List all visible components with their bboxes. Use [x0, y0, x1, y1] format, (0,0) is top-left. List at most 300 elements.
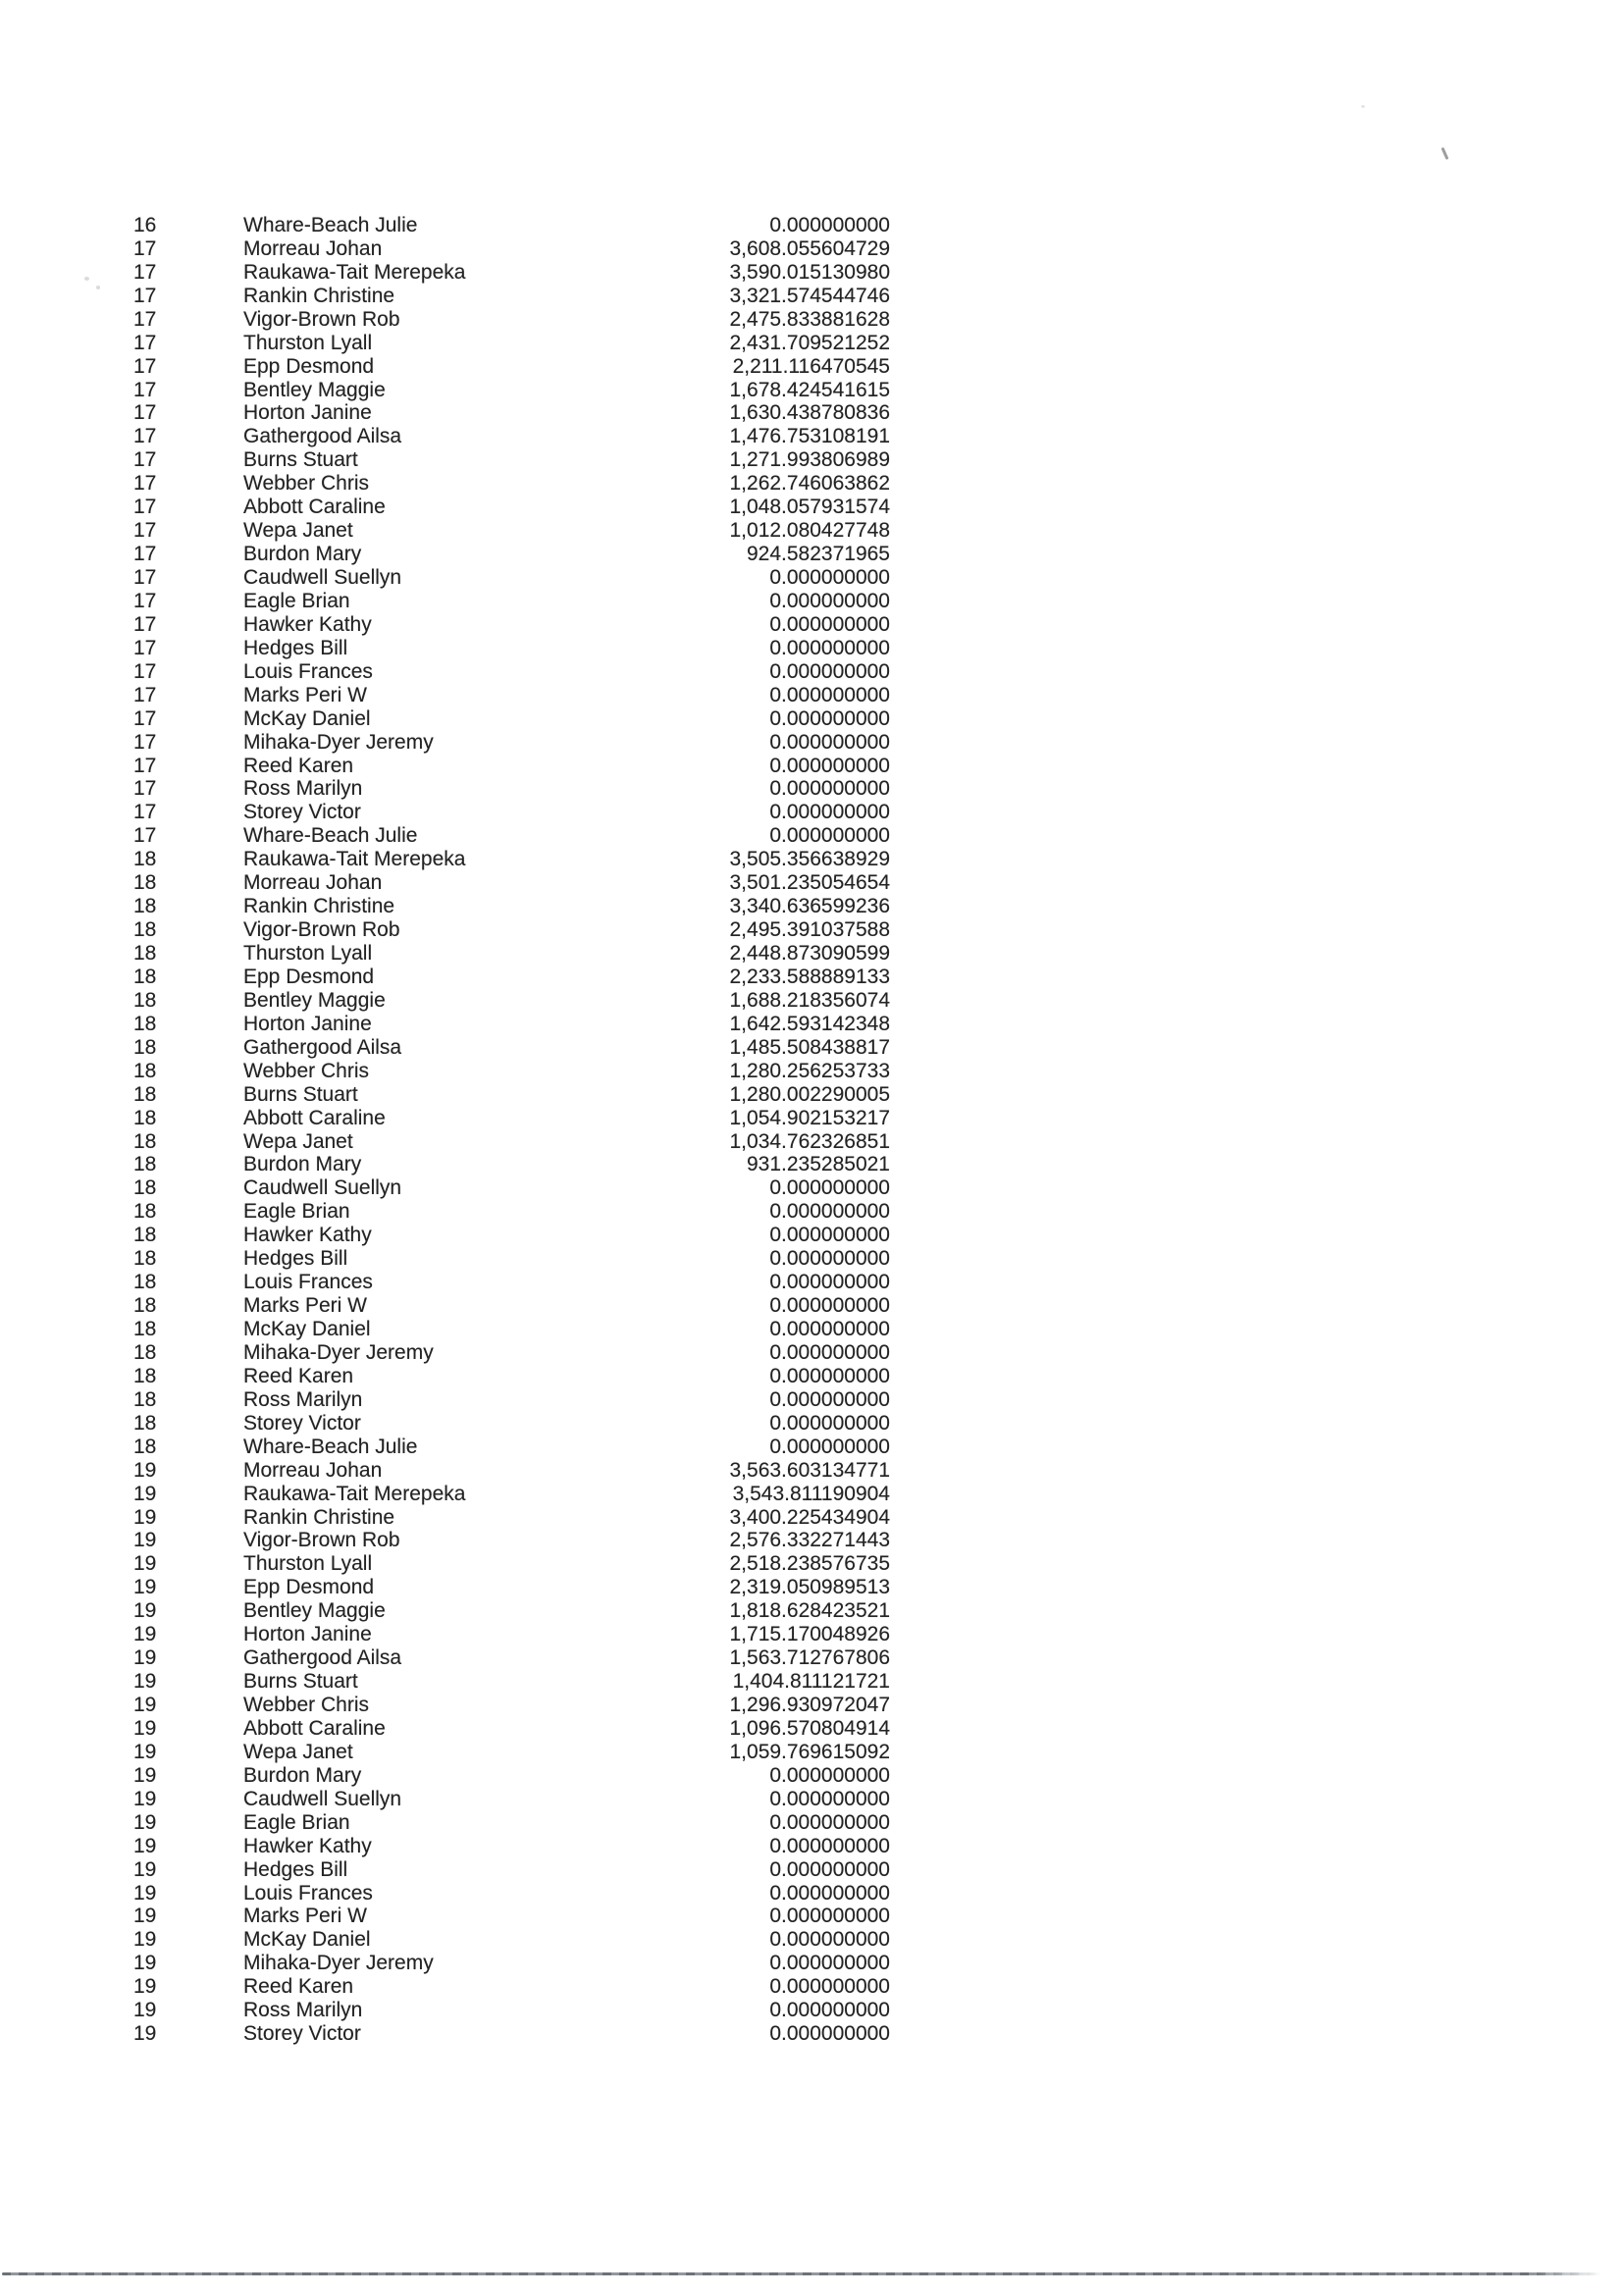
- table-row: [133, 1623, 890, 1646]
- group-cell: 19: [133, 1881, 157, 1905]
- table-row: [133, 590, 890, 613]
- value-cell: 1,485.508438817: [729, 1035, 890, 1059]
- value-cell: 2,495.391037588: [729, 918, 890, 942]
- value-cell: 0.000000000: [769, 754, 890, 777]
- value-cell: 924.582371965: [747, 543, 890, 566]
- value-cell: 2,233.588889133: [729, 965, 890, 988]
- table-row: [133, 355, 890, 379]
- value-cell: 1,262.746063862: [729, 472, 890, 496]
- value-cell: 0.000000000: [769, 1952, 890, 1975]
- scan-speck: [1361, 105, 1365, 108]
- name-cell: Hawker Kathy: [243, 1224, 372, 1247]
- value-cell: 0.000000000: [769, 1435, 890, 1458]
- value-cell: 0.000000000: [769, 824, 890, 848]
- group-cell: 17: [133, 354, 157, 378]
- group-cell: 19: [133, 1716, 157, 1740]
- name-cell: Bentley Maggie: [243, 378, 386, 401]
- value-cell: 0.000000000: [769, 1928, 890, 1952]
- name-cell: Ross Marilyn: [243, 777, 363, 801]
- table-row: [133, 448, 890, 472]
- table-row: [133, 1741, 890, 1764]
- scan-speck: [84, 277, 89, 281]
- group-cell: 17: [133, 543, 157, 566]
- name-cell: Louis Frances: [243, 1271, 373, 1294]
- group-cell: 17: [133, 496, 157, 519]
- table-row: [133, 942, 890, 965]
- value-cell: 1,678.424541615: [729, 378, 890, 401]
- table-row: [133, 566, 890, 590]
- group-cell: 18: [133, 1176, 157, 1200]
- group-cell: 18: [133, 871, 157, 895]
- name-cell: Burdon Mary: [243, 1153, 362, 1176]
- group-cell: 18: [133, 1059, 157, 1082]
- name-cell: Hedges Bill: [243, 636, 348, 659]
- table-row: [133, 1975, 890, 1999]
- group-cell: 18: [133, 895, 157, 918]
- group-cell: 19: [133, 1834, 157, 1857]
- name-cell: Thurston Lyall: [243, 331, 373, 354]
- name-cell: Vigor-Brown Rob: [243, 918, 400, 942]
- name-cell: Vigor-Brown Rob: [243, 1529, 400, 1552]
- group-cell: 17: [133, 754, 157, 777]
- value-cell: 1,688.218356074: [729, 988, 890, 1012]
- table-row: [133, 1694, 890, 1717]
- group-cell: 17: [133, 260, 157, 284]
- table-row: [133, 637, 890, 660]
- table-row: [133, 1905, 890, 1929]
- group-cell: 17: [133, 307, 157, 331]
- table-row: [133, 1365, 890, 1388]
- group-cell: 18: [133, 1153, 157, 1176]
- group-cell: 19: [133, 1623, 157, 1646]
- name-cell: Gathergood Ailsa: [243, 425, 402, 448]
- group-cell: 19: [133, 1928, 157, 1952]
- group-cell: 17: [133, 589, 157, 612]
- value-cell: 0.000000000: [769, 1411, 890, 1435]
- name-cell: Burns Stuart: [243, 1082, 358, 1106]
- group-cell: 17: [133, 730, 157, 754]
- table-row: [133, 1083, 890, 1107]
- group-cell: 17: [133, 801, 157, 824]
- value-cell: 1,271.993806989: [729, 448, 890, 472]
- group-cell: 17: [133, 659, 157, 683]
- group-cell: 18: [133, 848, 157, 871]
- value-cell: 3,340.636599236: [729, 895, 890, 918]
- group-cell: 17: [133, 236, 157, 260]
- name-cell: Morreau Johan: [243, 871, 383, 895]
- table-row: [133, 543, 890, 566]
- name-cell: Bentley Maggie: [243, 988, 386, 1012]
- value-cell: 1,096.570804914: [729, 1716, 890, 1740]
- group-cell: 17: [133, 566, 157, 590]
- table-row: [133, 1060, 890, 1083]
- value-cell: 0.000000000: [769, 1200, 890, 1224]
- group-cell: 17: [133, 472, 157, 496]
- group-cell: 18: [133, 1294, 157, 1318]
- table-row: [133, 1764, 890, 1788]
- value-cell: 0.000000000: [769, 1271, 890, 1294]
- table-row: [133, 684, 890, 707]
- value-cell: 0.000000000: [769, 801, 890, 824]
- group-cell: 17: [133, 378, 157, 401]
- name-cell: McKay Daniel: [243, 1928, 371, 1952]
- table-row: [133, 965, 890, 989]
- value-cell: 1,048.057931574: [729, 496, 890, 519]
- table-row: [133, 824, 890, 848]
- table-row: [133, 660, 890, 684]
- table-row: [133, 1130, 890, 1154]
- value-cell: 0.000000000: [769, 1224, 890, 1247]
- table-row: [133, 731, 890, 755]
- table-row: [133, 496, 890, 519]
- table-row: [133, 1599, 890, 1623]
- value-cell: 0.000000000: [769, 659, 890, 683]
- group-cell: 17: [133, 683, 157, 706]
- table-row: [133, 1811, 890, 1835]
- group-cell: 17: [133, 636, 157, 659]
- table-row: [133, 1412, 890, 1435]
- value-cell: 3,543.811190904: [732, 1482, 890, 1505]
- group-cell: 19: [133, 1763, 157, 1787]
- group-cell: 19: [133, 1694, 157, 1717]
- value-cell: 1,642.593142348: [729, 1012, 890, 1035]
- name-cell: Whare-Beach Julie: [243, 213, 418, 236]
- name-cell: Eagle Brian: [243, 1200, 350, 1224]
- value-cell: 0.000000000: [769, 566, 890, 590]
- value-cell: 3,400.225434904: [729, 1505, 890, 1529]
- group-cell: 19: [133, 1576, 157, 1599]
- value-cell: 1,059.769615092: [729, 1740, 890, 1763]
- value-cell: 0.000000000: [769, 1247, 890, 1271]
- name-cell: Hedges Bill: [243, 1857, 348, 1881]
- name-cell: McKay Daniel: [243, 1318, 371, 1341]
- name-cell: Caudwell Suellyn: [243, 1176, 402, 1200]
- value-cell: 0.000000000: [769, 1387, 890, 1411]
- table-row: [133, 379, 890, 402]
- name-cell: Epp Desmond: [243, 965, 375, 988]
- group-cell: 18: [133, 918, 157, 942]
- name-cell: Caudwell Suellyn: [243, 1787, 402, 1810]
- table-row: [133, 1530, 890, 1553]
- name-cell: Burns Stuart: [243, 448, 358, 472]
- group-cell: 19: [133, 1857, 157, 1881]
- stray-pen-mark: [1440, 147, 1448, 160]
- table-row: [133, 1318, 890, 1341]
- name-cell: Abbott Caraline: [243, 1106, 386, 1129]
- value-cell: 0.000000000: [769, 1975, 890, 1999]
- group-cell: 18: [133, 1318, 157, 1341]
- value-cell: 1,715.170048926: [729, 1623, 890, 1646]
- name-cell: Caudwell Suellyn: [243, 566, 402, 590]
- table-row: [133, 1717, 890, 1741]
- value-cell: 1,818.628423521: [729, 1599, 890, 1623]
- group-cell: 19: [133, 1646, 157, 1670]
- table-row: [133, 1858, 890, 1882]
- scan-speck: [96, 286, 100, 289]
- name-cell: Whare-Beach Julie: [243, 824, 418, 848]
- name-cell: Hawker Kathy: [243, 1834, 372, 1857]
- name-cell: Vigor-Brown Rob: [243, 307, 400, 331]
- value-cell: 1,280.256253733: [729, 1059, 890, 1082]
- name-cell: Abbott Caraline: [243, 1716, 386, 1740]
- name-cell: Storey Victor: [243, 801, 361, 824]
- name-cell: Burns Stuart: [243, 1670, 358, 1694]
- group-cell: 18: [133, 1035, 157, 1059]
- name-cell: Reed Karen: [243, 1975, 354, 1999]
- name-cell: Abbott Caraline: [243, 496, 386, 519]
- name-cell: Hedges Bill: [243, 1247, 348, 1271]
- value-cell: 2,576.332271443: [729, 1529, 890, 1552]
- group-cell: 18: [133, 1129, 157, 1153]
- value-cell: 0.000000000: [769, 213, 890, 236]
- name-cell: McKay Daniel: [243, 706, 371, 730]
- value-cell: 3,321.574544746: [729, 284, 890, 307]
- value-cell: 0.000000000: [769, 1176, 890, 1200]
- table-row: [133, 425, 890, 448]
- value-cell: 0.000000000: [769, 1999, 890, 2022]
- name-cell: Louis Frances: [243, 659, 373, 683]
- value-cell: 1,034.762326851: [729, 1129, 890, 1153]
- table-row: [133, 1247, 890, 1271]
- table-row: [133, 1271, 890, 1294]
- group-cell: 18: [133, 1364, 157, 1387]
- name-cell: Raukawa-Tait Merepeka: [243, 260, 466, 284]
- group-cell: 19: [133, 1458, 157, 1482]
- value-cell: 0.000000000: [769, 683, 890, 706]
- name-cell: Marks Peri W: [243, 1905, 367, 1928]
- value-cell: 931.235285021: [747, 1153, 890, 1176]
- value-cell: 1,630.438780836: [729, 401, 890, 425]
- table-row: [133, 1506, 890, 1530]
- name-cell: Rankin Christine: [243, 284, 395, 307]
- value-cell: 0.000000000: [769, 777, 890, 801]
- group-cell: 19: [133, 1810, 157, 1834]
- group-cell: 18: [133, 1411, 157, 1435]
- scan-edge-line: [2, 2272, 1601, 2275]
- group-cell: 19: [133, 1670, 157, 1694]
- table-row: [133, 989, 890, 1013]
- group-cell: 17: [133, 777, 157, 801]
- name-cell: Morreau Johan: [243, 236, 383, 260]
- group-cell: 17: [133, 706, 157, 730]
- group-cell: 17: [133, 331, 157, 354]
- group-cell: 19: [133, 1999, 157, 2022]
- value-cell: 3,590.015130980: [729, 260, 890, 284]
- table-row: [133, 778, 890, 802]
- group-cell: 19: [133, 1552, 157, 1576]
- table-row: [133, 871, 890, 895]
- table-row: [133, 1036, 890, 1060]
- table-row: [133, 1483, 890, 1506]
- name-cell: Burdon Mary: [243, 543, 362, 566]
- table-row: [133, 1646, 890, 1670]
- group-cell: 18: [133, 1340, 157, 1364]
- value-cell: 2,448.873090599: [729, 942, 890, 965]
- report-table: [133, 214, 890, 2046]
- value-cell: 0.000000000: [769, 1364, 890, 1387]
- table-row: [133, 1176, 890, 1200]
- value-cell: 0.000000000: [769, 636, 890, 659]
- table-row: [133, 519, 890, 543]
- value-cell: 2,431.709521252: [729, 331, 890, 354]
- name-cell: Rankin Christine: [243, 1505, 395, 1529]
- value-cell: 0.000000000: [769, 1787, 890, 1810]
- table-row: [133, 1154, 890, 1177]
- table-row: [133, 1552, 890, 1576]
- table-row: [133, 285, 890, 308]
- table-row: [133, 613, 890, 637]
- group-cell: 18: [133, 942, 157, 965]
- group-cell: 18: [133, 965, 157, 988]
- value-cell: 3,563.603134771: [729, 1458, 890, 1482]
- group-cell: 18: [133, 1012, 157, 1035]
- name-cell: Epp Desmond: [243, 354, 375, 378]
- value-cell: 0.000000000: [769, 1318, 890, 1341]
- group-cell: 19: [133, 1599, 157, 1623]
- table-row: [133, 1200, 890, 1224]
- group-cell: 19: [133, 1787, 157, 1810]
- name-cell: Raukawa-Tait Merepeka: [243, 1482, 466, 1505]
- group-cell: 18: [133, 988, 157, 1012]
- value-cell: 2,518.238576735: [729, 1552, 890, 1576]
- table-row: [133, 1576, 890, 1599]
- table-row: [133, 1107, 890, 1130]
- name-cell: Louis Frances: [243, 1881, 373, 1905]
- name-cell: Reed Karen: [243, 754, 354, 777]
- value-cell: 1,476.753108191: [729, 425, 890, 448]
- name-cell: Reed Karen: [243, 1364, 354, 1387]
- value-cell: 0.000000000: [769, 1294, 890, 1318]
- name-cell: Marks Peri W: [243, 683, 367, 706]
- table-row: [133, 1341, 890, 1365]
- group-cell: 17: [133, 519, 157, 543]
- group-cell: 18: [133, 1247, 157, 1271]
- table-row: [133, 2022, 890, 2046]
- table-row: [133, 895, 890, 918]
- table-row: [133, 1294, 890, 1318]
- table-row: [133, 707, 890, 731]
- name-cell: Rankin Christine: [243, 895, 395, 918]
- table-row: [133, 801, 890, 824]
- name-cell: Raukawa-Tait Merepeka: [243, 848, 466, 871]
- value-cell: 2,319.050989513: [729, 1576, 890, 1599]
- value-cell: 0.000000000: [769, 1763, 890, 1787]
- group-cell: 18: [133, 1106, 157, 1129]
- table-row: [133, 472, 890, 496]
- name-cell: Wepa Janet: [243, 1129, 353, 1153]
- value-cell: 0.000000000: [769, 1810, 890, 1834]
- name-cell: Mihaka-Dyer Jeremy: [243, 1952, 434, 1975]
- value-cell: 3,501.235054654: [729, 871, 890, 895]
- group-cell: 17: [133, 612, 157, 636]
- name-cell: Thurston Lyall: [243, 942, 373, 965]
- value-cell: 0.000000000: [769, 1905, 890, 1928]
- table-row: [133, 1670, 890, 1694]
- value-cell: 2,475.833881628: [729, 307, 890, 331]
- name-cell: Storey Victor: [243, 2022, 361, 2046]
- table-row: [133, 1435, 890, 1459]
- table-row: [133, 1788, 890, 1811]
- group-cell: 19: [133, 1505, 157, 1529]
- table-row: [133, 237, 890, 261]
- name-cell: Horton Janine: [243, 1012, 372, 1035]
- group-cell: 19: [133, 1975, 157, 1999]
- table-row: [133, 755, 890, 778]
- name-cell: Thurston Lyall: [243, 1552, 373, 1576]
- name-cell: Bentley Maggie: [243, 1599, 386, 1623]
- name-cell: Webber Chris: [243, 1694, 369, 1717]
- name-cell: Wepa Janet: [243, 519, 353, 543]
- group-cell: 18: [133, 1387, 157, 1411]
- name-cell: Eagle Brian: [243, 589, 350, 612]
- group-cell: 16: [133, 213, 157, 236]
- table-row: [133, 1388, 890, 1412]
- group-cell: 17: [133, 425, 157, 448]
- name-cell: Webber Chris: [243, 472, 369, 496]
- value-cell: 0.000000000: [769, 706, 890, 730]
- group-cell: 18: [133, 1082, 157, 1106]
- group-cell: 18: [133, 1271, 157, 1294]
- group-cell: 17: [133, 284, 157, 307]
- name-cell: Whare-Beach Julie: [243, 1435, 418, 1458]
- table-row: [133, 1999, 890, 2022]
- value-cell: 3,505.356638929: [729, 848, 890, 871]
- group-cell: 18: [133, 1200, 157, 1224]
- group-cell: 18: [133, 1224, 157, 1247]
- group-cell: 19: [133, 1952, 157, 1975]
- value-cell: 0.000000000: [769, 1881, 890, 1905]
- value-cell: 1,012.080427748: [729, 519, 890, 543]
- name-cell: Webber Chris: [243, 1059, 369, 1082]
- value-cell: 0.000000000: [769, 589, 890, 612]
- name-cell: Wepa Janet: [243, 1740, 353, 1763]
- name-cell: Ross Marilyn: [243, 1999, 363, 2022]
- table-row: [133, 1928, 890, 1952]
- name-cell: Horton Janine: [243, 401, 372, 425]
- value-cell: 1,296.930972047: [729, 1694, 890, 1717]
- group-cell: 19: [133, 1529, 157, 1552]
- group-cell: 17: [133, 401, 157, 425]
- table-row: [133, 332, 890, 355]
- table-row: [133, 1459, 890, 1483]
- value-cell: 0.000000000: [769, 612, 890, 636]
- name-cell: Gathergood Ailsa: [243, 1646, 402, 1670]
- value-cell: 0.000000000: [769, 1340, 890, 1364]
- table-row: [133, 1013, 890, 1036]
- name-cell: Ross Marilyn: [243, 1387, 363, 1411]
- table-row: [133, 1224, 890, 1247]
- table-row: [133, 1882, 890, 1905]
- group-cell: 19: [133, 1740, 157, 1763]
- name-cell: Storey Victor: [243, 1411, 361, 1435]
- table-row: [133, 308, 890, 332]
- group-cell: 17: [133, 448, 157, 472]
- value-cell: 1,404.811121721: [732, 1670, 890, 1694]
- name-cell: Hawker Kathy: [243, 612, 372, 636]
- table-row: [133, 1835, 890, 1858]
- table-row: [133, 402, 890, 426]
- group-cell: 19: [133, 2022, 157, 2046]
- value-cell: 2,211.116470545: [732, 354, 890, 378]
- value-cell: 1,280.002290005: [729, 1082, 890, 1106]
- group-cell: 19: [133, 1482, 157, 1505]
- table-row: [133, 1952, 890, 1975]
- group-cell: 18: [133, 1435, 157, 1458]
- name-cell: Eagle Brian: [243, 1810, 350, 1834]
- value-cell: 3,608.055604729: [729, 236, 890, 260]
- table-row: [133, 261, 890, 285]
- value-cell: 1,563.712767806: [729, 1646, 890, 1670]
